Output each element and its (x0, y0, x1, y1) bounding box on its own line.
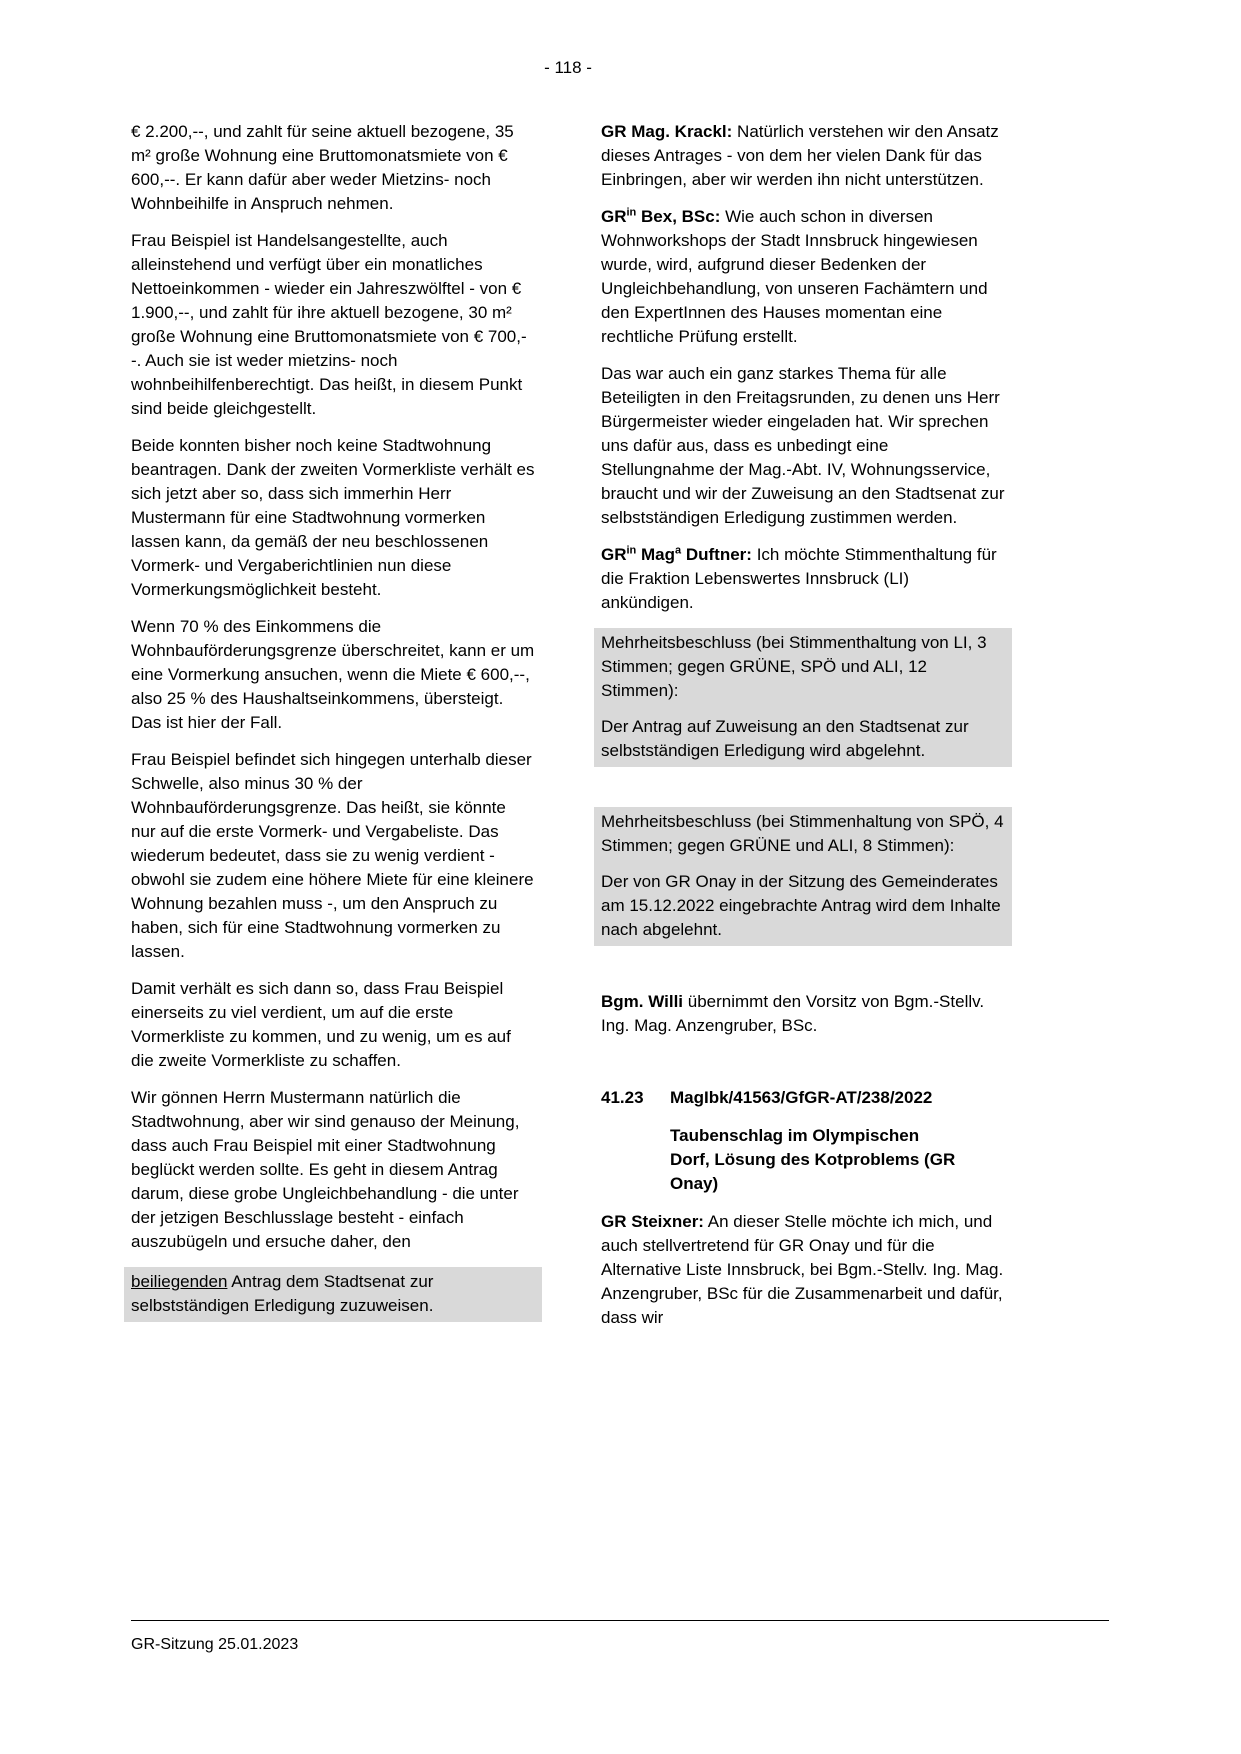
chair-handover-note (601, 990, 1005, 1038)
motion-text: Antrag dem Stadtsenat zur selbstständigen Erledigung zuzuweisen. (131, 1272, 434, 1315)
paragraph-frau-beispiel: Frau Beispiel ist Handelsangestellte, auch alleinstehend und verfügt über ein monatliches Nettoeinkommen - wieder ein Jahreszwölftel - von € 1.900,--, und zahlt für ihre aktuell bezogene, 30 m² große Wohnung eine Bruttomonatsmiete von € 700,--. Auch sie ist weder mietzins- noch wohnbeihilfenberechtigt. Das heißt, in diesem Punkt sind beide gleichgestellt. (131, 231, 527, 418)
decision-result: Der von GR Onay in der Sitzung des Gemeinderates am 15.12.2022 eingebrachte Antrag wird dem Inhalte nach abgelehnt. (601, 872, 1001, 939)
speech-bex (601, 205, 1005, 349)
speech-text: Natürlich verstehen wir den Ansatz dieses Antrages - von dem her vielen Dank für das Einbringen, aber wir werden ihn nicht unterstützen. (601, 122, 999, 189)
paragraph-example-rent: € 2.200,--, und zahlt für seine aktuell bezogene, 35 m² große Wohnung eine Bruttomonatsmiete von € 600,--. Er kann dafür aber weder Mietzins- noch Wohnbeihilfe in Anspruch nehmen. (131, 122, 514, 213)
speech-duftner (601, 543, 1005, 615)
speaker-name-duftner (601, 545, 752, 564)
paragraph-antrag-begruendung: Wir gönnen Herrn Mustermann natürlich die Stadtwohnung, aber wir sind genauso der Meinung, dass auch Frau Beispiel mit einer Stadtwohnung beglückt werden sollte. Es geht in diesem Antrag darum, diese grobe Ungleichbehandlung - die unter der jetzigen Beschlusslage besteht - einfach auszubügeln und ersuche daher, den (131, 1088, 520, 1251)
motion-highlight (124, 1267, 542, 1322)
speech-text: An dieser Stelle möchte ich mich, und auch stellvertretend für GR Onay und für die Alternative Liste Innsbruck, bei Bgm.-Stellv. Ing. Mag. Anzengruber, BSc für die Zusammenarbeit und dafür, dass wir (601, 1212, 1004, 1327)
decision-block-2 (594, 807, 1012, 946)
speaker-suffix: Duftner: (681, 545, 752, 564)
speaker-prefix: GR (601, 545, 627, 564)
speech-krackl (601, 120, 1005, 192)
underlined-word: beiliegenden (131, 1272, 228, 1291)
page-footer (131, 1620, 1109, 1657)
text-columns (131, 120, 1005, 1343)
decision-vote-summary: Mehrheitsbeschluss (bei Stimmenthaltung von LI, 3 Stimmen; gegen GRÜNE, SPÖ und ALI, 12 Stimmen): (601, 633, 987, 700)
left-column (131, 120, 535, 1343)
decision-block-1 (594, 628, 1012, 767)
agenda-item-header (601, 1086, 1005, 1110)
speaker-superscript: in (626, 206, 637, 219)
speaker-prefix: GR (601, 207, 627, 226)
speech-text: Ich möchte Stimmenthaltung für die Fraktion Lebenswertes Innsbruck (LI) ankündigen. (601, 545, 997, 612)
speech-bex-continued: Das war auch ein ganz starkes Thema für alle Beteiligten in den Freitagsrunden, zu denen uns Herr Bürgermeister wieder eingeladen hat. Wir sprechen uns dafür aus, dass es unbedingt eine Stellungnahme der Mag.-Abt. IV, Wohnungsservice, braucht und wir der Zuweisung an den Stadtsenat zur selbstständigen Erledigung zustimmen werden. (601, 364, 1005, 527)
decision-vote-summary: Mehrheitsbeschluss (bei Stimmenhaltung von SPÖ, 4 Stimmen; gegen GRÜNE und ALI, 8 Stimmen): (601, 812, 1004, 855)
footer-text: GR-Sitzung 25.01.2023 (131, 1636, 299, 1653)
speaker-suffix: Bex, BSc: (636, 207, 721, 226)
decision-result: Der Antrag auf Zuweisung an den Stadtsenat zur selbstständigen Erledigung wird abgelehnt. (601, 717, 969, 760)
page-number: - 118 - (544, 58, 592, 77)
paragraph-vormerkliste: Beide konnten bisher noch keine Stadtwohnung beantragen. Dank der zweiten Vormerkliste verhält es sich jetzt aber so, dass sich immerhin Herr Mustermann für eine Stadtwohnung vormerken lassen kann, da gemäß der neu beschlossenen Vormerk- und Vergaberichtlinien nun diese Vormerkungsmöglichkeit besteht. (131, 436, 535, 599)
speaker-name-krackl: GR Mag. Krackl: (601, 122, 733, 141)
right-column (601, 120, 1005, 1343)
paragraph-schwelle: Frau Beispiel befindet sich hingegen unterhalb dieser Schwelle, also minus 30 % der Wohnbauförderungsgrenze. Das heißt, sie könnte nur auf die erste Vormerk- und Vergabeliste. Das wiederum bedeutet, dass sie zu wenig verdient - obwohl sie zudem eine höhere Miete für eine kleinere Wohnung bezahlen muss -, um den Anspruch zu haben, sich für eine Stadtwohnung vormerken zu lassen. (131, 750, 534, 961)
speech-steixner (601, 1210, 1005, 1330)
agenda-item-number: 41.23 (601, 1088, 644, 1107)
speaker-name-bex (601, 207, 720, 226)
paragraph-einkommensgrenze: Wenn 70 % des Einkommens die Wohnbauförderungsgrenze überschreitet, kann er um eine Vormerkung ansuchen, wenn die Miete € 600,--, also 25 % des Haushaltseinkommens, übersteigt. Das ist hier der Fall. (131, 617, 535, 732)
speaker-superscript: in (626, 544, 637, 557)
speech-text: Wie auch schon in diversen Wohnworkshops der Stadt Innsbruck hingewiesen wurde, wird, aufgrund dieser Bedenken der Ungleichbehandlung, von unseren Fachämtern und den ExpertInnen des Hauses momentan eine rechtliche Prüfung erstellt. (601, 207, 988, 346)
chair-text: übernimmt den Vorsitz von Bgm.-Stellv. Ing. Mag. Anzengruber, BSc. (601, 992, 985, 1035)
speaker-superscript: a (675, 544, 682, 557)
speaker-middle: Mag (636, 545, 676, 564)
paragraph-zu-viel-zu-wenig: Damit verhält es sich dann so, dass Frau Beispiel einerseits zu viel verdient, um auf die erste Vormerkliste zu kommen, und zu wenig, um es auf die zweite Vormerkliste zu schaffen. (131, 979, 511, 1070)
speaker-name-steixner: GR Steixner: (601, 1212, 704, 1231)
agenda-item-title: Taubenschlag im Olympischen Dorf, Lösung des Kotproblems (GR Onay) (670, 1126, 956, 1193)
agenda-item-reference: MagIbk/41563/GfGR-AT/238/2022 (670, 1088, 933, 1107)
chair-name: Bgm. Willi (601, 992, 684, 1011)
